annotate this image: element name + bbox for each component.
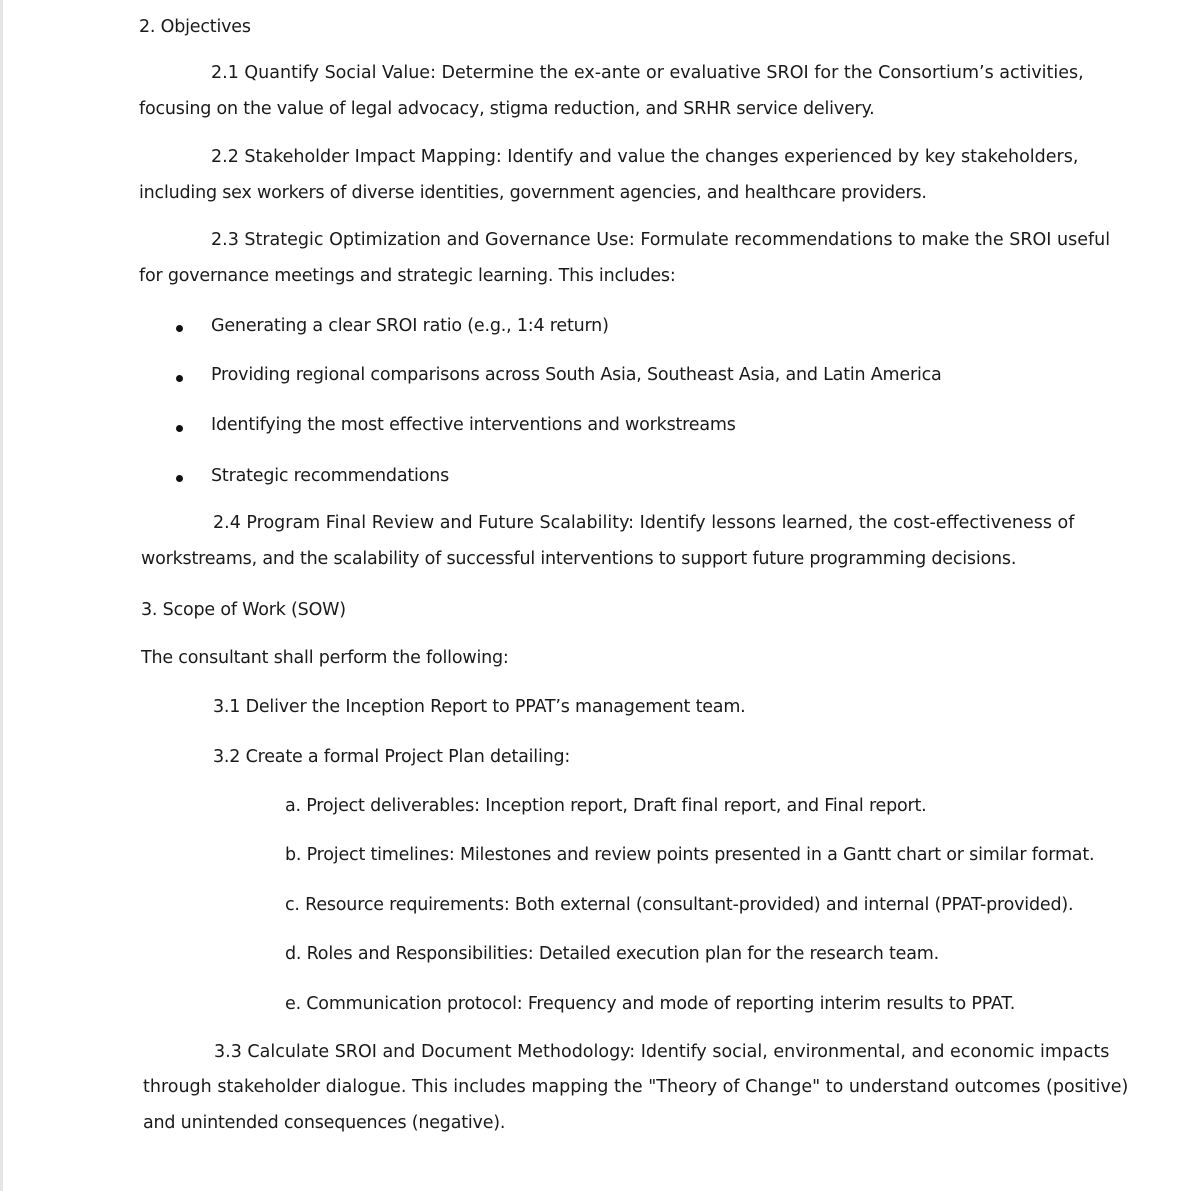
objective-2-4-line-2: workstreams, and the scalability of successful interventions to support future programming decisions. xyxy=(141,549,1017,569)
objective-2-2-line-2: including sex workers of diverse identities, government agencies, and healthcare providers. xyxy=(139,183,927,203)
objective-2-3-line-1: 2.3 Strategic Optimization and Governance Use: Formulate recommendations to make the SROI useful xyxy=(211,230,1111,250)
objective-2-2-line-1: 2.2 Stakeholder Impact Mapping: Identify and value the changes experienced by key stakeholders, xyxy=(211,147,1079,167)
scope-3-3-line-3: and unintended consequences (negative). xyxy=(143,1113,506,1133)
section-3-intro: The consultant shall perform the following: xyxy=(141,648,509,668)
scope-3-1: 3.1 Deliver the Inception Report to PPAT’s management team. xyxy=(213,697,746,717)
objective-2-4-line-1: 2.4 Program Final Review and Future Scalability: Identify lessons learned, the cost-effectiveness of xyxy=(213,513,1075,533)
bullet-icon xyxy=(176,475,183,482)
bullet-icon xyxy=(176,325,183,332)
section-3-heading: 3. Scope of Work (SOW) xyxy=(141,600,346,620)
section-2-heading: 2. Objectives xyxy=(139,17,251,37)
bullet-item: Identifying the most effective interventions and workstreams xyxy=(211,415,736,435)
scope-3-3-line-1: 3.3 Calculate SROI and Document Methodology: Identify social, environmental, and economic impacts xyxy=(214,1042,1110,1062)
objective-2-3-line-2: for governance meetings and strategic learning. This includes: xyxy=(139,266,676,286)
objective-2-1-line-1: 2.1 Quantify Social Value: Determine the ex-ante or evaluative SROI for the Consortium’s activities, xyxy=(211,63,1084,83)
project-plan-item: c. Resource requirements: Both external (consultant-provided) and internal (PPAT-provided). xyxy=(285,895,1074,915)
bullet-icon xyxy=(176,375,183,382)
bullet-item: Generating a clear SROI ratio (e.g., 1:4 return) xyxy=(211,316,609,336)
project-plan-item: b. Project timelines: Milestones and review points presented in a Gantt chart or similar format. xyxy=(285,845,1095,865)
project-plan-item: d. Roles and Responsibilities: Detailed execution plan for the research team. xyxy=(285,944,939,964)
scope-3-3-line-2: through stakeholder dialogue. This includes mapping the "Theory of Change" to understand outcomes (positive) xyxy=(143,1077,1129,1097)
bullet-item: Strategic recommendations xyxy=(211,466,450,486)
objective-2-1-line-2: focusing on the value of legal advocacy, stigma reduction, and SRHR service delivery. xyxy=(139,99,875,119)
scope-3-2-label: 3.2 Create a formal Project Plan detailing: xyxy=(213,747,571,767)
bullet-item: Providing regional comparisons across South Asia, Southeast Asia, and Latin America xyxy=(211,365,942,385)
bullet-icon xyxy=(176,425,183,432)
project-plan-item: a. Project deliverables: Inception report, Draft final report, and Final report. xyxy=(285,796,927,816)
project-plan-item: e. Communication protocol: Frequency and mode of reporting interim results to PPAT. xyxy=(285,994,1016,1014)
